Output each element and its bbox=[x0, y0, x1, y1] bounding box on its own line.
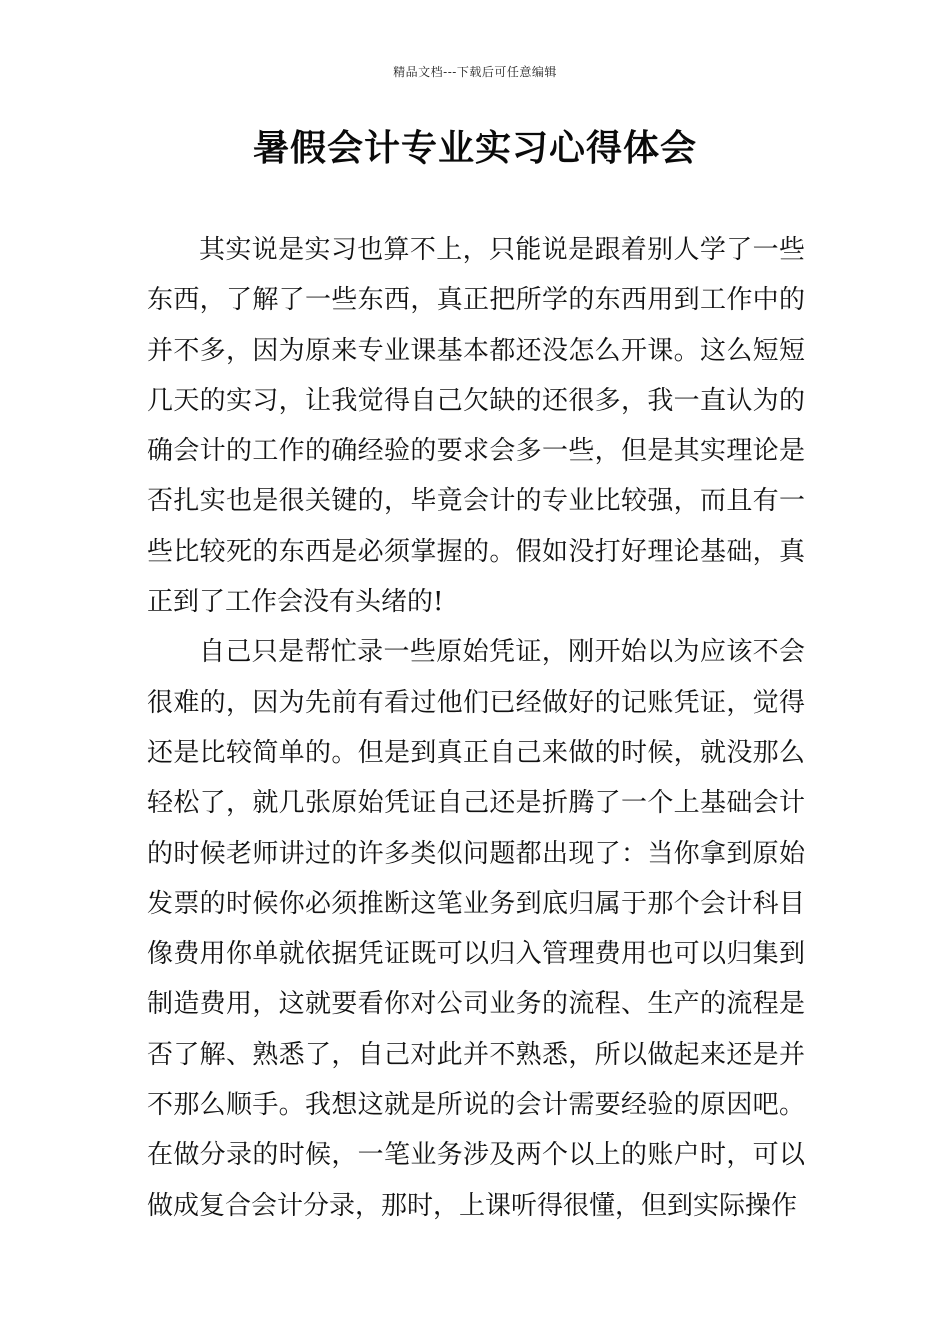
paragraph-2: 自己只是帮忙录一些原始凭证，刚开始以为应该不会很难的，因为先前有看过他们已经做好的记账凭证，觉得还是比较简单的。但是到真正自己来做的时候，就没那么轻松了，就几张原始凭证自己还是折腾了一个上基础会计的时候老师讲过的许多类似问题都出现了：当你拿到原始发票的时候你必须推断这笔业务到底归属于那个会计科目像费用你单就依据凭证既可以归入管理费用也可以归集到制造费用，这就要看你对公司业务的流程、生产的流程是否了解、熟悉了，自己对此并不熟悉，所以做起来还是并不那么顺手。我想这就是所说的会计需要经验的原因吧。在做分录的时候，一笔业务涉及两个以上的账户时，可以做成复合会计分录，那时，上课听得很懂，但到实际操作 bbox=[147, 637, 805, 1221]
paragraph-1: 其实说是实习也算不上，只能说是跟着别人学了一些东西，了解了一些东西，真正把所学的东西用到工作中的并不多，因为原来专业课基本都还没怎么开课。这么短短几天的实习，让我觉得自己欠缺的还很多，我一直认为的确会计的工作的确经验的要求会多一些，但是其实理论是否扎实也是很关键的，毕竟会计的专业比较强，而且有一些比较死的东西是必须掌握的。假如没打好理论基础，真正到了工作会没有头绪的! bbox=[147, 235, 805, 618]
document-body bbox=[147, 225, 805, 1231]
header-note: 精品文档---下载后可任意编辑 bbox=[393, 65, 557, 79]
document-title: 暑假会计专业实习心得体会 bbox=[252, 128, 697, 169]
